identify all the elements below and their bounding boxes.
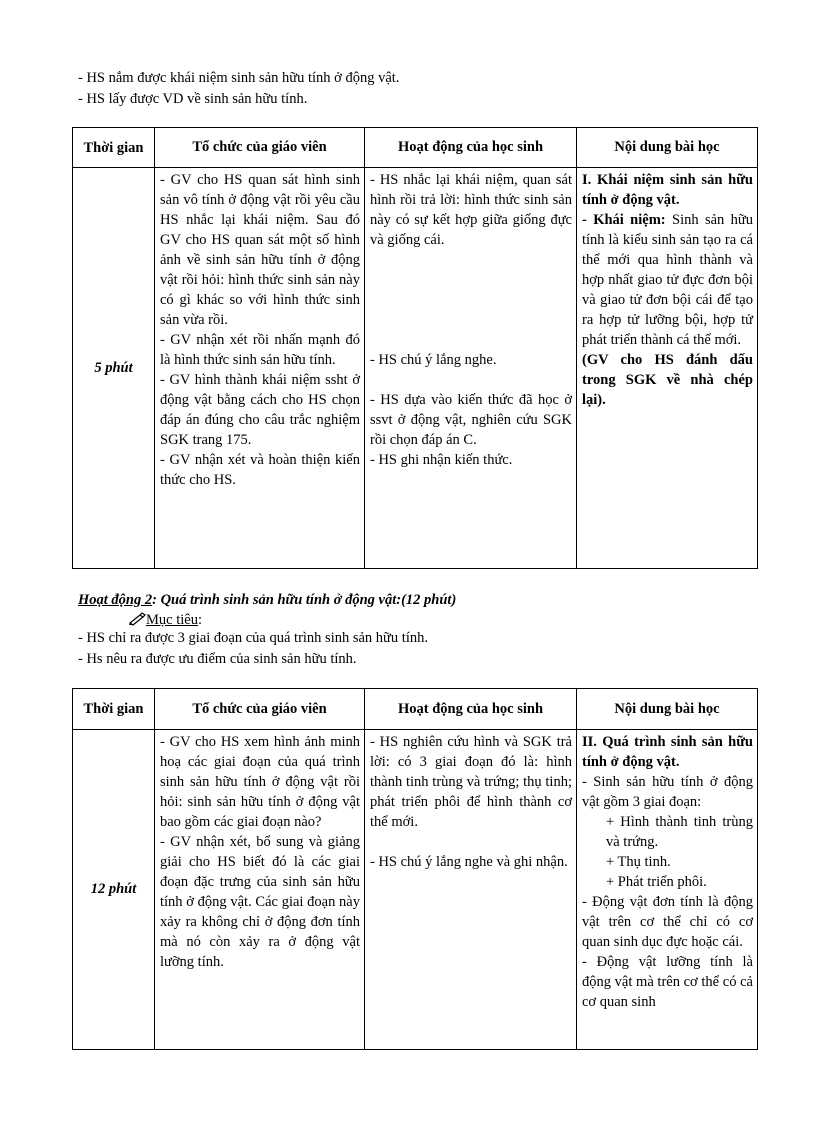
activity-label: Hoạt động 2 <box>78 592 153 608</box>
pen-icon <box>128 612 146 626</box>
activity-heading <box>78 590 456 610</box>
header-teacher: Tổ chức của giáo viên <box>155 689 365 730</box>
teacher-step-1: - GV cho HS quan sát hình sinh sản vô tính ở động vật rồi yêu cầu HS nhắc lại khái niệm. Sau đó GV cho HS quan sát một số hình ảnh về sinh sản hữu tính ở động vật rồi hỏi: hình thức sinh sản này có gì khác so với hình thức sinh sản vừa rồi. <box>160 172 360 328</box>
content-cell <box>577 730 758 1050</box>
student-step-1: - HS nghiên cứu hình và SGK trả lời: có 3 giai đoạn đó là: hình thành tinh trùng và trứng; thụ tinh; phát triển phôi để hình thành cơ thể mới. <box>370 734 572 830</box>
activity-title: : Quá trình sinh sản hữu tính ở động vật:(12 phút) <box>152 592 457 608</box>
intro-line-1: - HS nắm được khái niệm sinh sản hữu tính ở động vật. <box>78 70 400 86</box>
header-teacher: Tổ chức của giáo viên <box>155 128 365 168</box>
intro-line-2: - HS lấy được VD về sinh sản hữu tính. <box>78 91 308 107</box>
header-time: Thời gian <box>73 128 155 168</box>
content-line-4: + Phát triển phôi. <box>606 874 707 890</box>
header-time: Thời gian <box>73 689 155 730</box>
table-header-row <box>73 128 758 168</box>
teacher-step-4: - GV nhận xét và hoàn thiện kiến thức cho HS. <box>160 452 360 488</box>
table-row <box>73 730 758 1050</box>
header-student: Hoạt động của học sinh <box>365 689 577 730</box>
teacher-cell <box>155 168 365 569</box>
content-note: (GV cho HS đánh dấu trong SGK về nhà chép lại). <box>582 352 753 408</box>
time-cell: 12 phút <box>73 730 155 1050</box>
objective-label: Mục tiêu <box>146 612 198 628</box>
student-step-4: - HS ghi nhận kiến thức. <box>370 452 513 468</box>
table-row <box>73 168 758 569</box>
content-title: I. Khái niệm sinh sản hữu tính ở động vật. <box>582 172 753 208</box>
content-line-6: - Động vật lưỡng tính là động vật mà trên cơ thể có cả cơ quan sinh <box>582 954 753 1010</box>
student-step-3: - HS dựa vào kiến thức đã học ở ssvt ở động vật, nghiên cứu SGK rồi chọn đáp án C. <box>370 392 572 448</box>
student-cell <box>365 168 577 569</box>
lesson-table-1 <box>72 127 758 569</box>
content-cell <box>577 168 758 569</box>
header-student: Hoạt động của học sinh <box>365 128 577 168</box>
teacher-step-3: - GV hình thành khái niệm ssht ở động vật bằng cách cho HS chọn đáp án đúng cho câu trắc nghiệm SGK trang 175. <box>160 372 360 448</box>
content-line-2: + Hình thành tinh trùng và trứng. <box>606 814 753 850</box>
teacher-step-2: - GV nhận xét, bổ sung và giảng giải cho HS biết đó là các giai đoạn đặc trưng của sinh sản hữu tính ở động vật. Các giai đoạn này xảy ra không chỉ ở động đơn tính mà nó còn xảy ra ở động vật lưỡng tính. <box>160 834 360 970</box>
content-line-3: + Thụ tinh. <box>606 854 671 870</box>
table-header-row <box>73 689 758 730</box>
student-step-2: - HS chú ý lắng nghe và ghi nhận. <box>370 854 568 870</box>
header-content: Nội dung bài học <box>577 689 758 730</box>
content-line-1: - Sinh sản hữu tính ở động vật gồm 3 giai đoạn: <box>582 774 753 810</box>
student-step-2: - HS chú ý lắng nghe. <box>370 352 497 368</box>
student-cell <box>365 730 577 1050</box>
objective-line-2: - Hs nêu ra được ưu điểm của sinh sản hữu tính. <box>78 651 357 667</box>
teacher-step-1: - GV cho HS xem hình ảnh minh hoạ các giai đoạn của quá trình sinh sản hữu tính ở động vật rồi hỏi: sinh sản hữu tính ở động vật bao gồm các giai đoạn nào? <box>160 734 360 830</box>
objective-line-1: - HS chỉ ra được 3 giai đoạn của quá trình sinh sản hữu tính. <box>78 630 428 646</box>
teacher-step-2: - GV nhận xét rồi nhấn mạnh đó là hình thức sinh sản hữu tính. <box>160 332 360 368</box>
concept-text: Sinh sản hữu tính là kiểu sinh sản tạo ra cá thể mới qua hình thành và hợp nhất giao tử đực đơn bội và giao tử đơn bội cái để tạo ra hợp tử lưỡng bội, hợp tử phát triển thành cá thể mới. <box>582 212 754 348</box>
lesson-table-2 <box>72 688 758 1050</box>
objective-heading <box>128 610 202 630</box>
time-cell: 5 phút <box>73 168 155 569</box>
objective-colon: : <box>197 612 202 628</box>
teacher-cell <box>155 730 365 1050</box>
content-line-5: - Động vật đơn tính là động vật trên cơ thể chỉ có cơ quan sinh dục đực hoặc cái. <box>582 894 753 950</box>
concept-label: - Khái niệm: <box>582 212 666 228</box>
header-content: Nội dung bài học <box>577 128 758 168</box>
content-title: II. Quá trình sinh sản hữu tính ở động vật. <box>582 734 753 770</box>
student-step-1: - HS nhắc lại khái niệm, quan sát hình rồi trả lời: hình thức sinh sản này có sự kết hợp giữa giống đực và giống cái. <box>370 172 572 248</box>
